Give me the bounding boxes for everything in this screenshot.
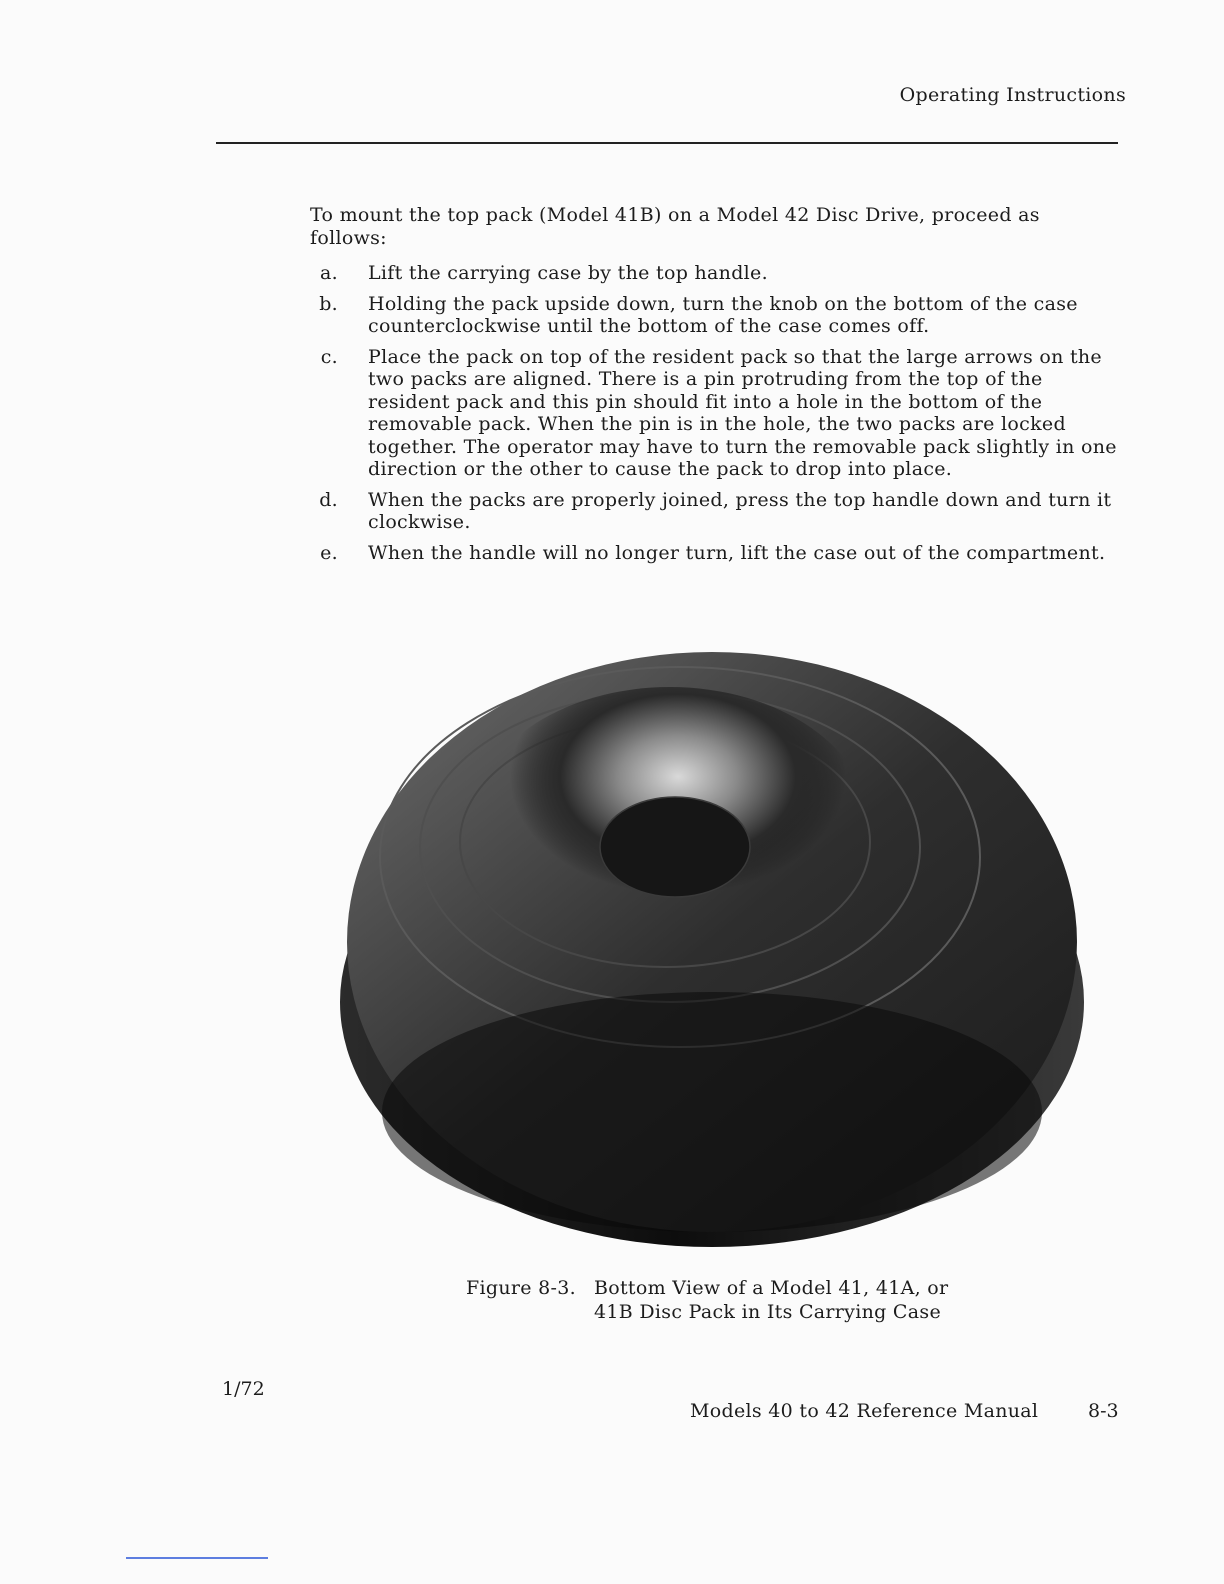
step-marker: d.	[319, 488, 338, 511]
list-item	[310, 489, 1120, 534]
step-marker: b.	[319, 292, 338, 315]
case-shadow	[382, 992, 1042, 1232]
hub	[600, 797, 750, 897]
main-content	[310, 204, 1120, 572]
step-marker: c.	[320, 345, 338, 368]
caption-text-1: Bottom View of a Model 41, 41A, or	[594, 1277, 949, 1299]
figure-label: Figure 8-3.	[466, 1277, 576, 1299]
list-item	[310, 262, 1120, 285]
manual-title: Models 40 to 42 Reference Manual	[690, 1400, 1039, 1422]
step-text: Place the pack on top of the resident pack so that the large arrows on the two packs are aligned. There is a pin protruding from the top of the resident pack and this pin should fit into a hole in the bottom of the removable pack. When the pin is in the hole, the two packs are locked together. The operator may have to turn the removable pack slightly in one direction or the other to cause the pack to drop into place.	[368, 345, 1117, 480]
list-item	[310, 346, 1120, 481]
intro-paragraph: To mount the top pack (Model 41B) on a Model 42 Disc Drive, proceed as follows:	[310, 204, 1040, 249]
figure-caption	[466, 1276, 1026, 1324]
step-text: Lift the carrying case by the top handle.	[368, 262, 768, 284]
caption-line-2: 41B Disc Pack in Its Carrying Case	[594, 1301, 941, 1323]
step-marker: a.	[320, 262, 338, 284]
step-marker: e.	[320, 541, 338, 564]
disc-pack-photo	[340, 642, 1090, 1252]
header-rule	[216, 142, 1118, 144]
caption-line-1	[466, 1276, 1026, 1300]
list-item	[310, 542, 1120, 565]
step-text: Holding the pack upside down, turn the knob on the bottom of the case counterclockwise until the bottom of the case comes off.	[368, 292, 1078, 337]
running-head: Operating Instructions	[899, 84, 1126, 106]
revision-date: 1/72	[222, 1378, 265, 1400]
step-list	[310, 262, 1120, 564]
step-text: When the handle will no longer turn, lift the case out of the compartment.	[368, 541, 1106, 564]
edge-line	[126, 1557, 268, 1559]
page-number: 8-3	[1088, 1400, 1119, 1422]
step-text: When the packs are properly joined, press the top handle down and turn it clockwise.	[368, 488, 1112, 533]
list-item	[310, 293, 1120, 338]
